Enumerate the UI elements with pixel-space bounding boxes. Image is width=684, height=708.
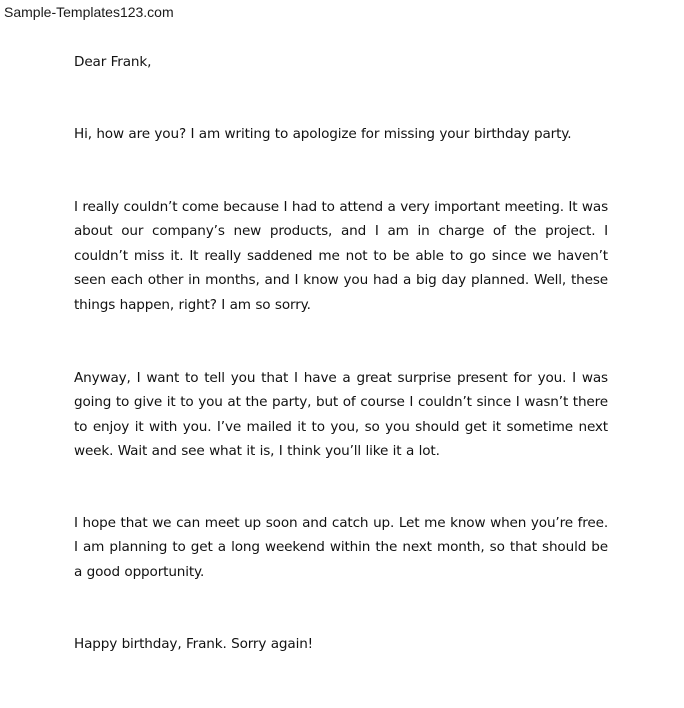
letter-paragraph: I hope that we can meet up soon and catch up. Let me know when you’re free. I am planning to get a long weekend within the next month, so that should be a good opportunity. <box>74 515 608 580</box>
letter-salutation: Dear Frank, <box>74 54 152 70</box>
site-watermark: Sample-Templates123.com <box>4 4 174 20</box>
letter-paragraph: Anyway, I want to tell you that I have a great surprise present for you. I was going to give it to you at the party, but of course I couldn’t since I wasn’t there to enjoy it with you. I’ve mailed it to you, so you should get it sometime next week. Wait and see what it is, I think you’ll like it a lot. <box>74 370 608 460</box>
letter-closing: Happy birthday, Frank. Sorry again! <box>74 636 313 652</box>
letter-paragraph: I really couldn’t come because I had to attend a very important meeting. It was about our company’s new products, and I am in charge of the project. I couldn’t miss it. It really saddened me not to be able to go since we haven’t seen each other in months, and I know you had a big day planned. Well, these things happen, right? I am so sorry. <box>74 199 608 313</box>
letter-paragraph: Hi, how are you? I am writing to apologize for missing your birthday party. <box>74 126 572 142</box>
